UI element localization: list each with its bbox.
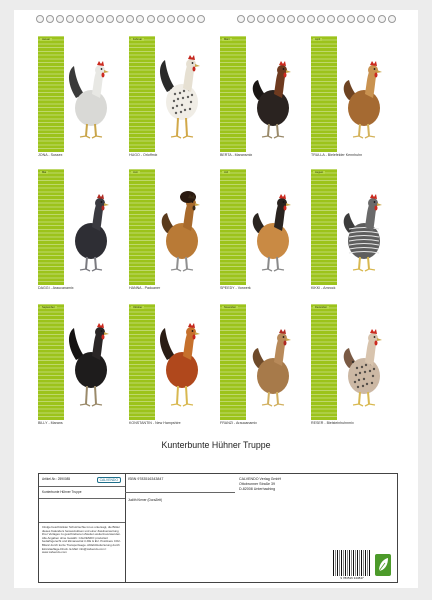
binding-hole — [277, 15, 285, 23]
info-right-column — [125, 474, 397, 582]
month-name: Februar — [133, 38, 143, 41]
notes-strip — [38, 169, 64, 285]
binding-hole — [378, 15, 386, 23]
spiral-binding — [36, 12, 396, 26]
month-name: März — [224, 38, 230, 41]
chicken-caption: KIKKI - Amrock — [311, 286, 336, 290]
chicken-caption: BERTA - Maransmix — [220, 153, 253, 157]
notes-strip — [311, 169, 337, 285]
calendar-sheet — [14, 10, 418, 588]
chicken-photo — [246, 304, 300, 420]
chicken-caption: BILLY - Marans — [38, 421, 63, 425]
barcode-number: 9 783516 343847 — [340, 576, 364, 580]
info-left-column — [39, 474, 126, 582]
month-name: August — [315, 171, 324, 174]
chicken-photo — [246, 169, 300, 285]
legal-text: Infolge beschränkter Schutzrechte ist es untersagt, die Bilder dieses Kalenders herauszulösen und einer Zweitverwertung ihrer Verlages zu geschriebenen Zweiten weiterzuverwenden. Alle Angaben ohne Gewähr. CALVENDO produziert bedarfsgerecht und klimaneutral in DE & EU. Positivere CO2-Bilanz durch kurze Transportwege. Abfall-Reduzierung durch Einzelauflage-Druck. E-Mail: info@calvendo.com I www.calvendo.com — [42, 525, 121, 555]
binding-hole — [157, 15, 165, 23]
month-panel — [216, 36, 300, 158]
chicken-caption: RESER - Bielsteinhuhnmix — [311, 421, 354, 425]
isbn: ISBN 9783516343847 — [128, 477, 164, 481]
notes-strip — [220, 304, 246, 420]
binding-hole — [197, 15, 205, 23]
chicken-photo — [155, 36, 209, 152]
info-block — [38, 473, 398, 583]
binding-hole — [46, 15, 54, 23]
month-name: November — [224, 306, 236, 309]
binding-hole — [357, 15, 365, 23]
month-name: Januar — [42, 38, 50, 41]
calvendo-logo: CALVENDO — [97, 477, 121, 483]
month-panel — [125, 304, 209, 426]
month-name: Dezember — [315, 306, 327, 309]
chicken-photo — [337, 169, 391, 285]
chicken-caption: HUGO - Orloffmix — [129, 153, 158, 157]
binding-hole — [96, 15, 104, 23]
binding-hole — [187, 15, 195, 23]
binding-hole — [267, 15, 275, 23]
product-name: Kunterbunte Hühner Truppe — [42, 490, 82, 494]
binding-hole — [86, 15, 94, 23]
binding-hole — [297, 15, 305, 23]
article-number: Artikel-Nr.: 2590085 — [42, 477, 71, 481]
calendar-title: Kunterbunte Hühner Truppe — [161, 440, 271, 450]
notes-strip — [220, 36, 246, 152]
binding-hole — [327, 15, 335, 23]
chicken-caption: TRULLA - Bielefelder Kennhuhn — [311, 153, 363, 157]
binding-hole — [388, 15, 396, 23]
notes-strip — [220, 169, 246, 285]
chicken-photo — [64, 304, 118, 420]
month-panel — [34, 169, 118, 291]
binding-hole — [237, 15, 245, 23]
month-name: April — [315, 38, 321, 41]
hanger-gap — [207, 16, 235, 22]
month-panel — [216, 169, 300, 291]
binding-hole — [56, 15, 64, 23]
publisher-line-3: D-82008 Unterhaching — [239, 487, 276, 491]
barcode — [333, 550, 371, 576]
month-panel — [216, 304, 300, 426]
chicken-caption: JONA - Sussex — [38, 153, 63, 157]
chicken-photo — [246, 36, 300, 152]
chicken-caption: HANNA - Paduaner — [129, 286, 161, 290]
month-panel — [125, 36, 209, 158]
binding-hole — [317, 15, 325, 23]
eco-leaf-icon — [375, 554, 391, 576]
month-panel — [34, 304, 118, 426]
notes-strip — [129, 169, 155, 285]
chicken-photo — [337, 36, 391, 152]
month-panel — [307, 169, 391, 291]
binding-hole — [136, 15, 144, 23]
notes-strip — [129, 36, 155, 152]
notes-strip — [311, 36, 337, 152]
binding-hole — [36, 15, 44, 23]
publisher-line-2: Ottobrunner Straße 39 — [239, 482, 275, 486]
binding-hole — [287, 15, 295, 23]
month-panel — [125, 169, 209, 291]
notes-strip — [129, 304, 155, 420]
binding-hole — [167, 15, 175, 23]
notes-strip — [38, 304, 64, 420]
month-panel — [307, 304, 391, 426]
chicken-caption: FRANZI - Araucanamix — [220, 421, 257, 425]
chicken-photo — [64, 36, 118, 152]
binding-hole — [307, 15, 315, 23]
chicken-caption: SPEEDY - Vorwerk — [220, 286, 251, 290]
chicken-caption: KONSTANTIN - New Hampshire — [129, 421, 181, 425]
chicken-photo — [337, 304, 391, 420]
month-name: Juni — [133, 171, 138, 174]
month-name: September — [42, 306, 55, 309]
chicken-caption: DAGGI - Araucanamix — [38, 286, 74, 290]
publisher-line-1: CALVENDO Verlag GmbH — [239, 477, 282, 481]
notes-strip — [311, 304, 337, 420]
notes-strip — [38, 36, 64, 152]
binding-hole — [76, 15, 84, 23]
binding-hole — [367, 15, 375, 23]
binding-hole — [257, 15, 265, 23]
binding-hole — [347, 15, 355, 23]
binding-hole — [147, 15, 155, 23]
month-panel — [34, 36, 118, 158]
chicken-photo — [64, 169, 118, 285]
binding-hole — [116, 15, 124, 23]
month-name: Juli — [224, 171, 228, 174]
month-name: Mai — [42, 171, 47, 174]
month-panel — [307, 36, 391, 158]
author: Judith Kiener (DoraZett) — [128, 498, 163, 502]
binding-hole — [177, 15, 185, 23]
chicken-photo — [155, 169, 209, 285]
binding-hole — [126, 15, 134, 23]
binding-hole — [337, 15, 345, 23]
binding-hole — [106, 15, 114, 23]
binding-hole — [247, 15, 255, 23]
chicken-photo — [155, 304, 209, 420]
binding-hole — [66, 15, 74, 23]
month-name: Oktober — [133, 306, 143, 309]
